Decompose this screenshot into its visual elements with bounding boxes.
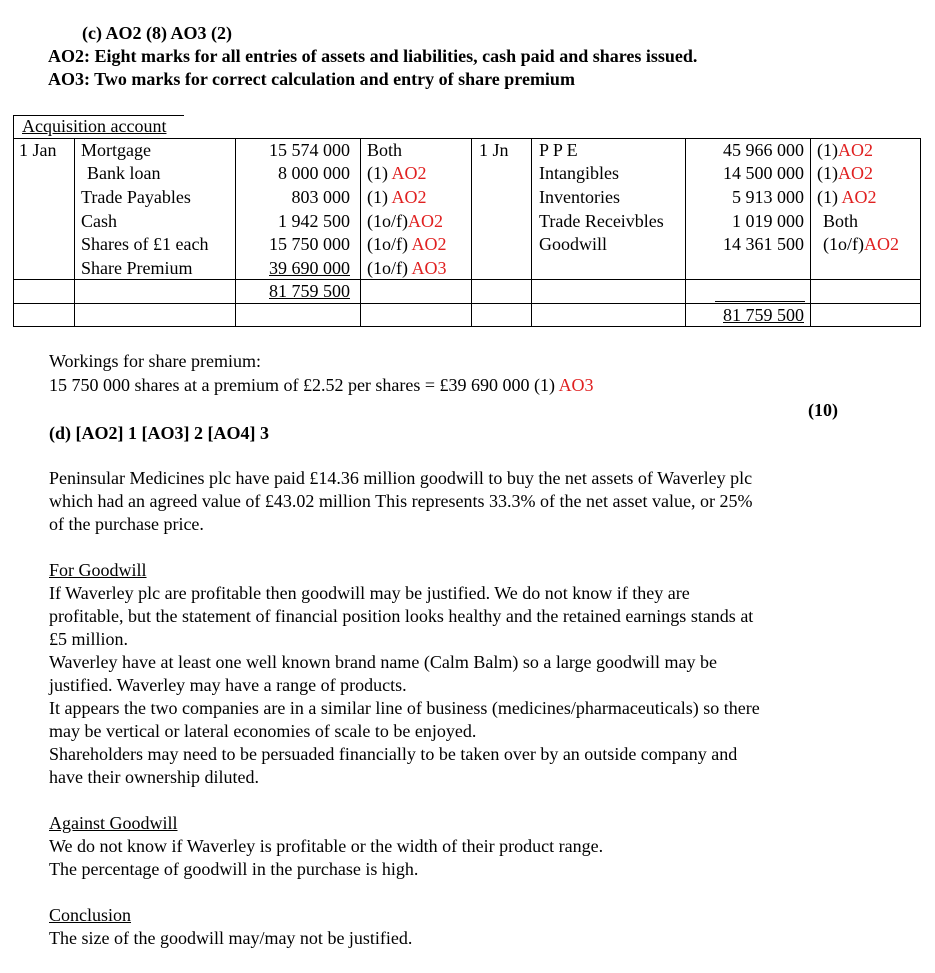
against-goodwill-heading: Against Goodwill bbox=[49, 813, 178, 833]
intro-line: of the purchase price. bbox=[49, 514, 204, 534]
left-row-mark: (1) AO2 bbox=[367, 187, 427, 207]
right-row-amount: 14 500 000 bbox=[723, 163, 804, 183]
conclusion-heading: Conclusion bbox=[49, 905, 132, 925]
part-d-heading: (d) [AO2] 1 [AO3] 2 [AO4] 3 bbox=[49, 423, 269, 443]
left-row-amount: 8 000 000 bbox=[278, 163, 350, 183]
for-line: Waverley have at least one well known brand name (Calm Balm) so a large goodwill may be bbox=[49, 652, 718, 672]
for-line: justified. Waverley may have a range of products. bbox=[49, 675, 407, 695]
left-row-mark: Both bbox=[367, 140, 403, 160]
total-marks: (10) bbox=[808, 400, 838, 420]
for-line: It appears the two companies are in a similar line of business (medicines/pharmaceuticals) so there bbox=[49, 698, 760, 718]
right-row-label: Intangibles bbox=[539, 163, 619, 183]
acquisition-account-table bbox=[13, 115, 921, 327]
for-line: Shareholders may need to be persuaded financially to be taken over by an outside company and bbox=[49, 744, 738, 764]
left-row-label: Cash bbox=[81, 211, 117, 231]
workings-title: Workings for share premium: bbox=[49, 351, 262, 371]
right-total: 81 759 500 bbox=[723, 305, 804, 325]
right-row-amount: 45 966 000 bbox=[723, 140, 804, 160]
ao2-criteria: AO2: Eight marks for all entries of assets and liabilities, cash paid and shares issued. bbox=[48, 46, 698, 66]
for-line: £5 million. bbox=[49, 629, 129, 649]
right-date: 1 Jn bbox=[479, 140, 509, 160]
for-line: have their ownership diluted. bbox=[49, 767, 259, 787]
right-row-amount: 14 361 500 bbox=[723, 234, 804, 254]
left-date: 1 Jan bbox=[19, 140, 57, 160]
left-row-mark: (1o/f) AO3 bbox=[367, 258, 447, 278]
right-row-mark: (1)AO2 bbox=[817, 163, 873, 183]
section-c-heading: (c) AO2 (8) AO3 (2) bbox=[82, 23, 232, 43]
left-row-label: Share Premium bbox=[81, 258, 193, 278]
left-row-label: Bank loan bbox=[87, 163, 161, 183]
intro-line: which had an agreed value of £43.02 million This represents 33.3% of the net asset value, or 25% bbox=[49, 491, 753, 511]
right-row-amount: 1 019 000 bbox=[732, 211, 804, 231]
left-row-label: Trade Payables bbox=[81, 187, 191, 207]
right-row-label: P P E bbox=[539, 140, 578, 160]
for-goodwill-heading: For Goodwill bbox=[49, 560, 147, 580]
left-row-mark: (1) AO2 bbox=[367, 163, 427, 183]
ledger-title: Acquisition account bbox=[22, 116, 167, 136]
right-row-mark: (1)AO2 bbox=[817, 140, 873, 160]
left-row-mark: (1o/f) AO2 bbox=[367, 234, 447, 254]
left-row-amount: 1 942 500 bbox=[278, 211, 350, 231]
left-total: 81 759 500 bbox=[269, 281, 350, 301]
right-row-mark: Both bbox=[823, 211, 859, 231]
left-row-label: Mortgage bbox=[81, 140, 151, 160]
right-row-mark: (1) AO2 bbox=[817, 187, 877, 207]
left-row-amount: 15 750 000 bbox=[269, 234, 350, 254]
left-row-amount: 15 574 000 bbox=[269, 140, 350, 160]
intro-line: Peninsular Medicines plc have paid £14.36 million goodwill to buy the net assets of Waverley plc bbox=[49, 468, 753, 488]
workings-line: 15 750 000 shares at a premium of £2.52 per shares = £39 690 000 (1) AO3 bbox=[49, 375, 594, 395]
for-line: may be vertical or lateral economies of scale to be enjoyed. bbox=[49, 721, 477, 741]
right-row-label: Goodwill bbox=[539, 234, 608, 254]
against-line: We do not know if Waverley is profitable or the width of their product range. bbox=[49, 836, 604, 856]
for-line: profitable, but the statement of financial position looks healthy and the retained earnings stands at bbox=[49, 606, 754, 626]
left-row-label: Shares of £1 each bbox=[81, 234, 209, 254]
ao3-criteria: AO3: Two marks for correct calculation and entry of share premium bbox=[48, 69, 575, 89]
right-row-mark: (1o/f)AO2 bbox=[823, 234, 899, 254]
against-line: The percentage of goodwill in the purchase is high. bbox=[49, 859, 419, 879]
right-row-label: Inventories bbox=[539, 187, 620, 207]
left-row-amount: 39 690 000 bbox=[269, 258, 350, 278]
left-row-amount: 803 000 bbox=[291, 187, 350, 207]
right-row-label: Trade Receivbles bbox=[539, 211, 664, 231]
left-row-mark: (1o/f)AO2 bbox=[367, 211, 443, 231]
right-row-amount: 5 913 000 bbox=[732, 187, 804, 207]
conclusion-line: The size of the goodwill may/may not be justified. bbox=[49, 928, 413, 948]
for-line: If Waverley plc are profitable then goodwill may be justified. We do not know if they are bbox=[49, 583, 690, 603]
